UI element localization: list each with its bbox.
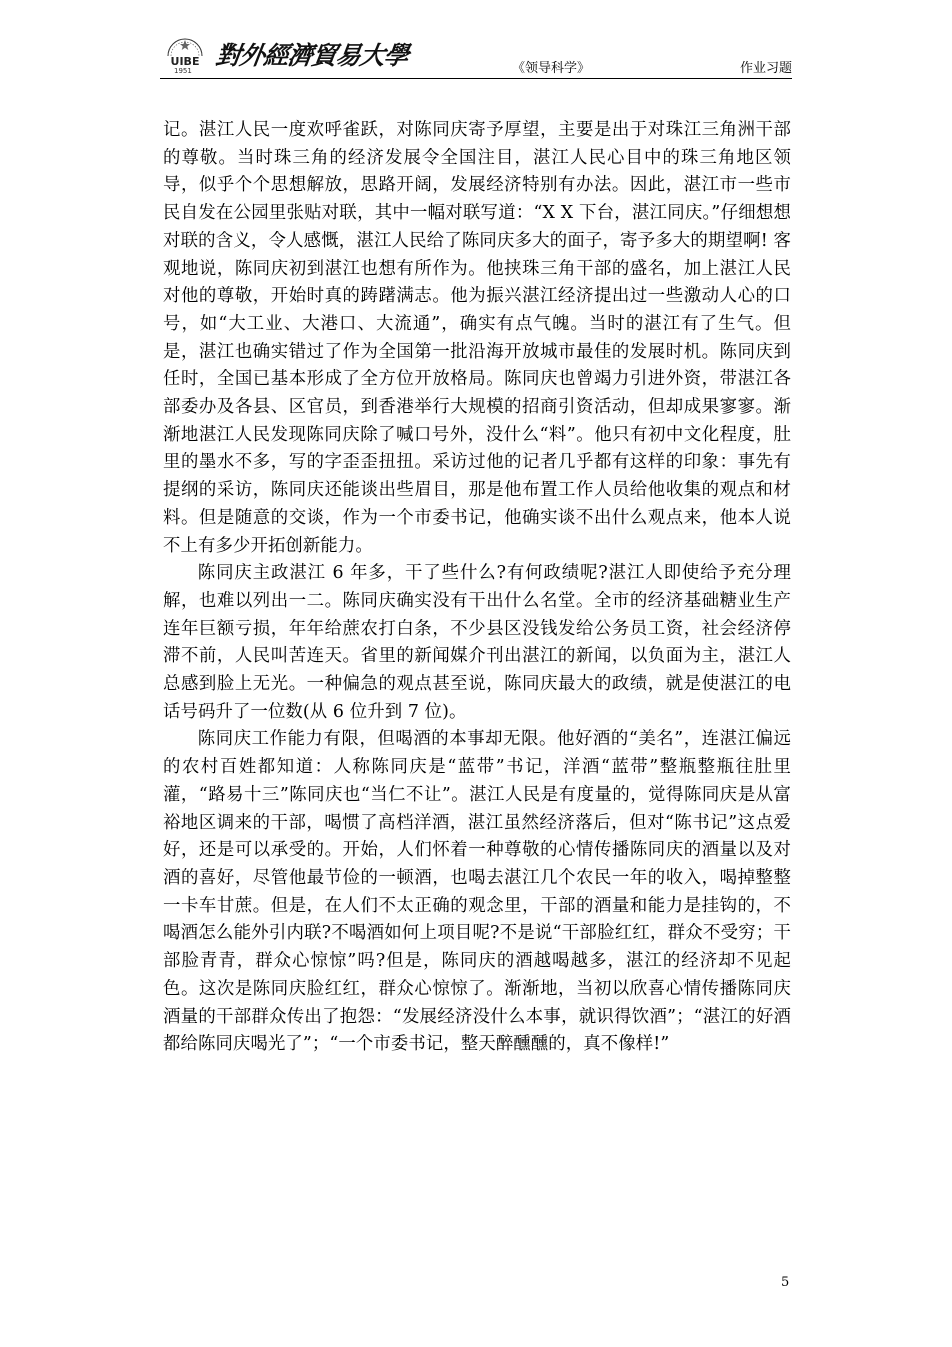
logo-year: 1951 — [174, 67, 192, 75]
header-divider — [160, 78, 792, 79]
page-number: 5 — [781, 1275, 790, 1290]
logo-text: UIBE — [170, 55, 200, 68]
university-logo — [160, 34, 210, 76]
course-title: 《领导科学》 — [512, 61, 591, 76]
university-name: 對外經濟貿易大學 — [213, 41, 410, 70]
paragraph: 陈同庆主政湛江 6 年多，干了些什么?有何政绩呢?湛江人即使给予充分理解，也难以列出一二。陈同庆确实没有干出什么名堂。全市的经济基础糖业生产连年巨额亏损，年年给蔗农打白条，不少县区没钱发给公务员工资，社会经济停滞不前，人民叫苦连天。省里的新闻媒介刊出湛江的新闻，以负面为主，湛江人总感到脸上无光。一种偏急的观点甚至说，陈同庆最大的政绩，就是使湛江的电话号码升了一位数(从 6 位升到 7 位)。 — [163, 563, 791, 722]
page-header — [160, 30, 792, 80]
section-label: 作业习题 — [739, 61, 792, 76]
paragraph: 记。湛江人民一度欢呼雀跃，对陈同庆寄予厚望，主要是出于对珠江三角洲干部的尊敬。当时珠三角的经济发展令全国注目，湛江人民心目中的珠三角地区领导，似乎个个思想解放，思路开阔，发展经济特别有办法。因此，湛江市一些市民自发在公园里张贴对联，其中一幅对联写道：“X X 下台，湛江同庆。”仔细想想对联的含义，令人感慨，湛江人民给了陈同庆多大的面子，寄予多大的期望啊! 客观地说，陈同庆初到湛江也想有所作为。他挟珠三角干部的盛名，加上湛江人民对他的尊敬，开始时真的踌躇满志。他为振兴湛江经济提出过一些激动人心的口号，如“大工业、大港口、大流通”，确实有点气魄。当时的湛江有了生气。但是，湛江也确实错过了作为全国第一批沿海开放城市最佳的发展时机。陈同庆到任时，全国已基本形成了全方位开放格局。陈同庆也曾竭力引进外资，带湛江各部委办及各县、区官员，到香港举行大规模的招商引资活动，但却成果寥寥。渐渐地湛江人民发现陈同庆除了喊口号外，没什么“料”。他只有初中文化程度，肚里的墨水不多，写的字歪歪扭扭。采访过他的记者几乎都有这样的印象：事先有提纲的采访，陈同庆还能谈出些眉目，那是他布置工作人员给他收集的观点和材料。但是随意的交谈，作为一个市委书记，他确实谈不出什么观点来，他本人说不上有多少开拓创新能力。 — [163, 120, 791, 556]
body-text — [163, 117, 791, 1059]
paragraph: 陈同庆工作能力有限，但喝酒的本事却无限。他好酒的“美名”，连湛江偏远的农村百姓都知道：人称陈同庆是“蓝带”书记，洋酒“蓝带”整瓶整瓶往肚里灌，“路易十三”陈同庆也“当仁不让”。湛江人民是有度量的，觉得陈同庆是从富裕地区调来的干部，喝惯了高档洋酒，湛江虽然经济落后，但对“陈书记”这点爱好，还是可以承受的。开始，人们怀着一种尊敬的心情传播陈同庆的酒量以及对酒的喜好，尽管他最节俭的一顿酒，也喝去湛江几个农民一年的收入，喝掉整整一卡车甘蔗。但是，在人们不太正确的观念里，干部的酒量和能力是挂钩的，不喝酒怎么能外引内联?不喝酒如何上项目呢?不是说“干部脸红红，群众不受穷；干部脸青青，群众心惊惊”吗?但是，陈同庆的酒越喝越多，湛江的经济却不见起色。这次是陈同庆脸红红，群众心惊惊了。渐渐地，当初以欣喜心情传播陈同庆酒量的干部群众传出了抱怨：“发展经济没什么本事，就识得饮酒”；“湛江的好酒都给陈同庆喝光了”；“一个市委书记，整天醉醺醺的，真不像样!” — [163, 729, 791, 1055]
